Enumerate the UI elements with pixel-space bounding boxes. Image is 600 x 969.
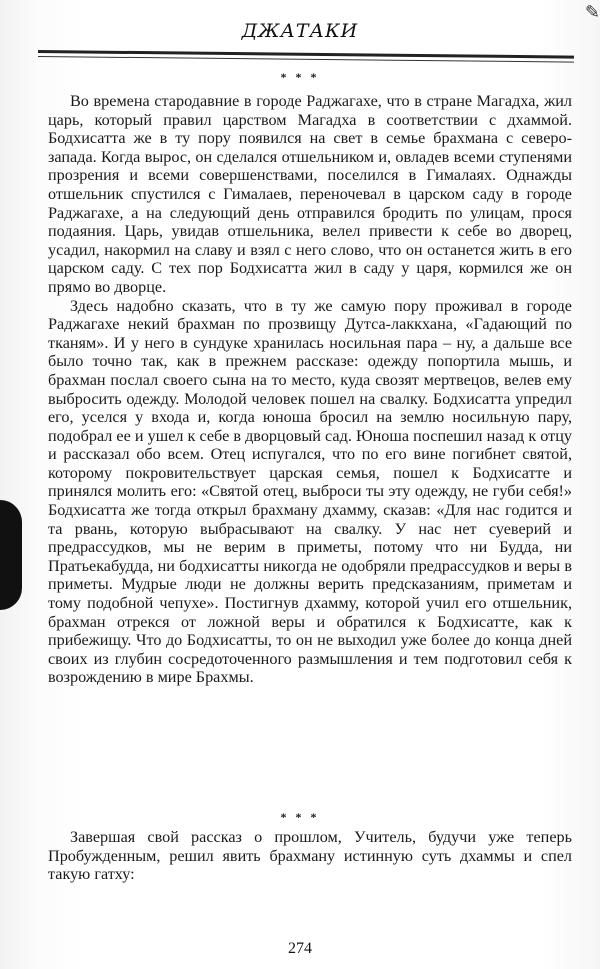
paragraph-1: Во времена стародавние в городе Раджагахе, что в стране Магадха, жил царь, который правил царством Магадха в соответствии с дхаммой. Бодхисатта же в ту пору появился на свет в семье брахмана с северо-запада. Когда вырос, он сделался отшельником и, овладев всеми ступенями прозрения и всеми совершенствами, поселился в Гималаях. Однажды отшельник спустился с Гималаев, переночевал в царском саду в городе Раджагахе, а на следующий день отправился бродить по улицам, прося подаяния. Царь, увидав отшельника, велел привести к себе во дворец, усадил, накормил на славу и взял с него слово, что он останется жить в его царском саду. С тех пор Бодхисатта жил в саду у царя, кормился же он прямо во дворце. [48, 92, 572, 296]
pencil-mark-icon: ✎ [584, 2, 600, 22]
paragraph-3: Завершая свой рассказ о прошлом, Учитель, будучи уже теперь Пробужденным, решил явить брахману истинную суть дхаммы и спел такую гатху: [48, 828, 572, 884]
running-title: ДЖАТАКИ [241, 20, 359, 42]
binding-shadow [0, 500, 22, 610]
main-text-block [48, 92, 572, 687]
section-separator: * * * [280, 70, 320, 84]
closing-text-block [48, 828, 572, 884]
page-number: 274 [288, 940, 312, 957]
section-separator: * * * [280, 810, 320, 824]
paragraph-2: Здесь надобно сказать, что в ту же самую пору проживал в городе Раджагахе некий брахман по прозвищу Дутса-лаккхана, «Гадающий по тканям». И у него в сундуке хранилась носильная пара – ну, а дальше все было точно так, как в прежнем рассказе: одежду попортила мышь, и брахман послал своего сына на то место, куда свозят мертвецов, велев ему выбросить одежду. Молодой человек пошел на свалку. Бодхисатта упредил его, уселся у входа и, когда юноша бросил на землю носильную пару, подобрал ее и ушел к себе в дворцовый сад. Юноша поспешил назад к отцу и рассказал обо всем. Отец испугался, что по его вине погибнет святой, которому покровительствует царская семья, пошел к Бодхисатте и принялся молить его: «Святой отец, выброси ты эту одежду, не губи себя!» Бодхисатта же тогда открыл брахману дхамму, сказав: «Для нас годится и та рвань, которую выбрасывают на свалку. У нас нет суеверий и предрассудков, мы не верим в приметы, потому что ни Будда, ни Пратьекабудда, ни бодхисатты никогда не одобряли предрассудков и веры в приметы. Мудрые люди не должны верить предсказаниям, приметам и тому подобной чепухе». Постигнув дхамму, которой учил его отшельник, брахман отрекся от ложной веры и обратился к Бодхисатте, как к прибежищу. Что до Бодхисатты, то он не выходил уже более до конца дней своих из глубин сосредоточенного размышления и тем подготовил себя к возрождению в мире Брахмы. [48, 296, 572, 687]
